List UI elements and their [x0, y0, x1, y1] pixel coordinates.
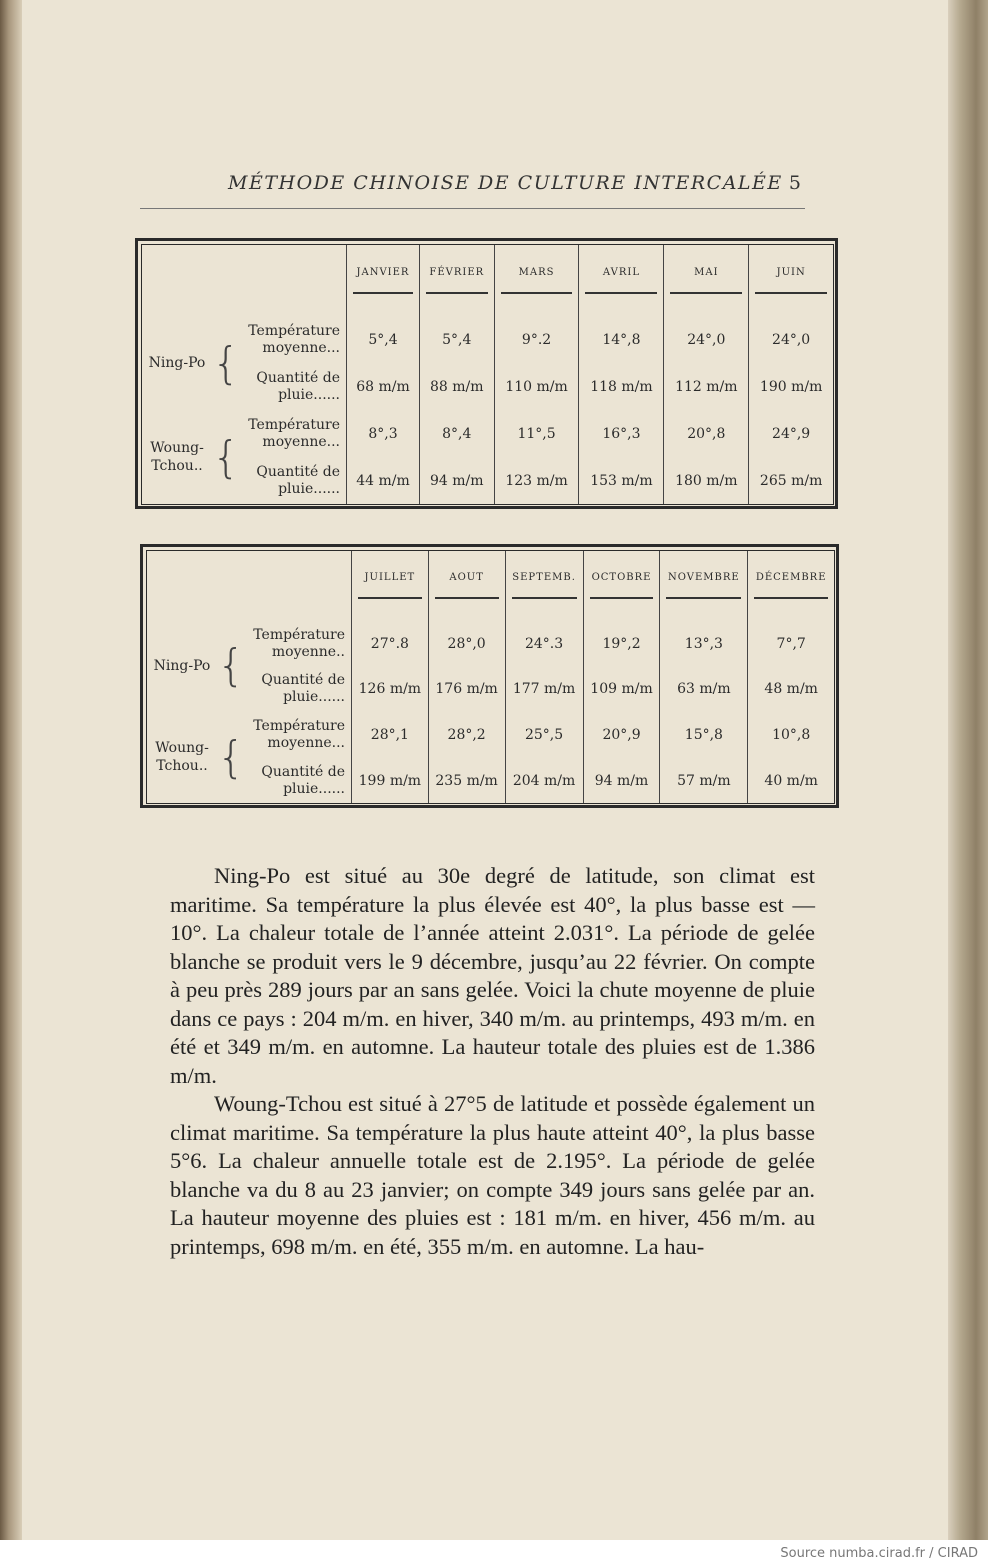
temperature-cell: 11°,5 [494, 410, 579, 458]
rainfall-label: Quantité de pluie...... [261, 763, 345, 797]
page-stack-edge [948, 0, 988, 1540]
rainfall-cell: 109 m/m [583, 667, 660, 712]
temperature-cell: 8°,3 [347, 410, 420, 458]
table-row [147, 667, 834, 712]
rainfall-cell: 44 m/m [347, 458, 420, 504]
brace-icon: { [217, 640, 245, 692]
rainfall-label: Quantité de pluie...... [256, 370, 340, 404]
temperature-cell: 28°,2 [428, 712, 505, 759]
running-title: MÉTHODE CHINOISE DE CULTURE INTERCALÉE [228, 172, 783, 194]
city-name: Ning-Po [148, 355, 206, 372]
rainfall-cell: 68 m/m [347, 364, 420, 410]
rainfall-cell: 153 m/m [579, 458, 664, 504]
temperature-cell: 20°,9 [583, 712, 660, 759]
table-row [142, 458, 833, 504]
rainfall-cell: 204 m/m [505, 758, 583, 803]
rainfall-cell: 63 m/m [660, 667, 748, 712]
temperature-cell: 25°,5 [505, 712, 583, 759]
table-row [147, 620, 834, 667]
city-name: Ning-Po [153, 657, 211, 674]
temperature-cell: 9°.2 [494, 316, 579, 364]
rainfall-cell: 265 m/m [749, 458, 833, 504]
rainfall-cell: 176 m/m [428, 667, 505, 712]
month-header: JUILLET [352, 551, 429, 620]
book-binding-edge [0, 0, 22, 1566]
temperature-label: Température moyenne.. [253, 626, 345, 660]
climate-table-jul-dec [140, 544, 839, 808]
temperature-cell: 8°,4 [419, 410, 494, 458]
month-header: FÉVRIER [419, 245, 494, 316]
month-header: AVRIL [579, 245, 664, 316]
temperature-cell: 24°,0 [664, 316, 749, 364]
temperature-cell: 24°,9 [749, 410, 833, 458]
month-header: SEPTEMB. [505, 551, 583, 620]
climate-table-jan-jun [135, 238, 838, 509]
rainfall-cell: 190 m/m [749, 364, 833, 410]
rainfall-cell: 94 m/m [583, 758, 660, 803]
temperature-cell: 7°,7 [748, 620, 834, 667]
temperature-cell: 19°,2 [583, 620, 660, 667]
rainfall-cell: 112 m/m [664, 364, 749, 410]
temperature-label: Température moyenne... [248, 417, 340, 451]
month-header: AOUT [428, 551, 505, 620]
rainfall-cell: 110 m/m [494, 364, 579, 410]
rainfall-cell: 235 m/m [428, 758, 505, 803]
temperature-cell: 27°.8 [352, 620, 429, 667]
city-name: Woung- Tchou.. [150, 440, 204, 474]
rainfall-cell: 118 m/m [579, 364, 664, 410]
month-header: MARS [494, 245, 579, 316]
page-number: 5 [788, 172, 801, 194]
month-header: MAI [664, 245, 749, 316]
rainfall-cell: 126 m/m [352, 667, 429, 712]
temperature-cell: 20°,8 [664, 410, 749, 458]
paragraph-woung-tchou: Woung-Tchou est situé à 27°5 de latitude et possède également un climat maritime. Sa température la plus haute atteint 40°, la plus basse 5°6. La chaleur annuelle totale est de 2.195°. La période de gelée blanche va du 8 au 23 janvier; on compte 349 jours sans gelée par an. La hauteur moyenne des pluies est : 181 m/m. en hiver, 456 m/m. au printemps, 698 m/m. en été, 355 m/m. en automne. La hau- [170, 1091, 815, 1259]
temperature-cell: 13°,3 [660, 620, 748, 667]
temperature-cell: 24°.3 [505, 620, 583, 667]
brace-icon: { [212, 431, 240, 483]
running-head [140, 168, 805, 209]
temperature-cell: 24°,0 [749, 316, 833, 364]
temperature-cell: 28°,1 [352, 712, 429, 759]
temperature-label: Température moyenne... [248, 323, 340, 357]
paragraph-ning-po: Ning-Po est situé au 30e degré de latitude, son climat est maritime. Sa température la plus élevée est 40°, la plus basse est — 10°. La chaleur totale de l’année atteint 2.031°. La période de gelée blanche se produit vers le 9 décembre, jusqu’au 22 février. On compte à peu près 289 jours par an sans gelée. Voici la chute moyenne de pluie dans ce pays : 204 m/m. en hiver, 340 m/m. au printemps, 493 m/m. en été et 349 m/m. en automne. La hauteur totale des pluies est de 1.386 m/m. [170, 863, 815, 1088]
rainfall-cell: 57 m/m [660, 758, 748, 803]
body-text [170, 862, 815, 1261]
temperature-cell: 5°,4 [347, 316, 420, 364]
brace-icon: { [212, 337, 240, 389]
rainfall-cell: 88 m/m [419, 364, 494, 410]
table-header-row [147, 551, 834, 620]
source-credit: Source numba.cirad.fr / CIRAD [780, 1546, 978, 1561]
temperature-cell: 5°,4 [419, 316, 494, 364]
table-row [147, 758, 834, 803]
rainfall-label: Quantité de pluie...... [261, 672, 345, 706]
rainfall-cell: 123 m/m [494, 458, 579, 504]
rainfall-cell: 94 m/m [419, 458, 494, 504]
table-row [142, 364, 833, 410]
rainfall-cell: 177 m/m [505, 667, 583, 712]
month-header: JUIN [749, 245, 833, 316]
rainfall-cell: 180 m/m [664, 458, 749, 504]
month-header: DÉCEMBRE [748, 551, 834, 620]
temperature-cell: 15°,8 [660, 712, 748, 759]
temperature-cell: 14°,8 [579, 316, 664, 364]
temperature-cell: 16°,3 [579, 410, 664, 458]
temperature-cell: 28°,0 [428, 620, 505, 667]
month-header: JANVIER [347, 245, 420, 316]
rainfall-cell: 48 m/m [748, 667, 834, 712]
table-header-row [142, 245, 833, 316]
brace-icon: { [217, 731, 245, 783]
month-header: OCTOBRE [583, 551, 660, 620]
table-row [142, 410, 833, 458]
rainfall-label: Quantité de pluie...... [256, 464, 340, 498]
table-row [142, 316, 833, 364]
city-name: Woung- Tchou.. [155, 740, 209, 775]
table-row [147, 712, 834, 759]
temperature-label: Température moyenne... [253, 717, 345, 751]
rainfall-cell: 199 m/m [352, 758, 429, 803]
temperature-cell: 10°,8 [748, 712, 834, 759]
month-header: NOVEMBRE [660, 551, 748, 620]
rainfall-cell: 40 m/m [748, 758, 834, 803]
footer-strip [0, 1540, 988, 1566]
